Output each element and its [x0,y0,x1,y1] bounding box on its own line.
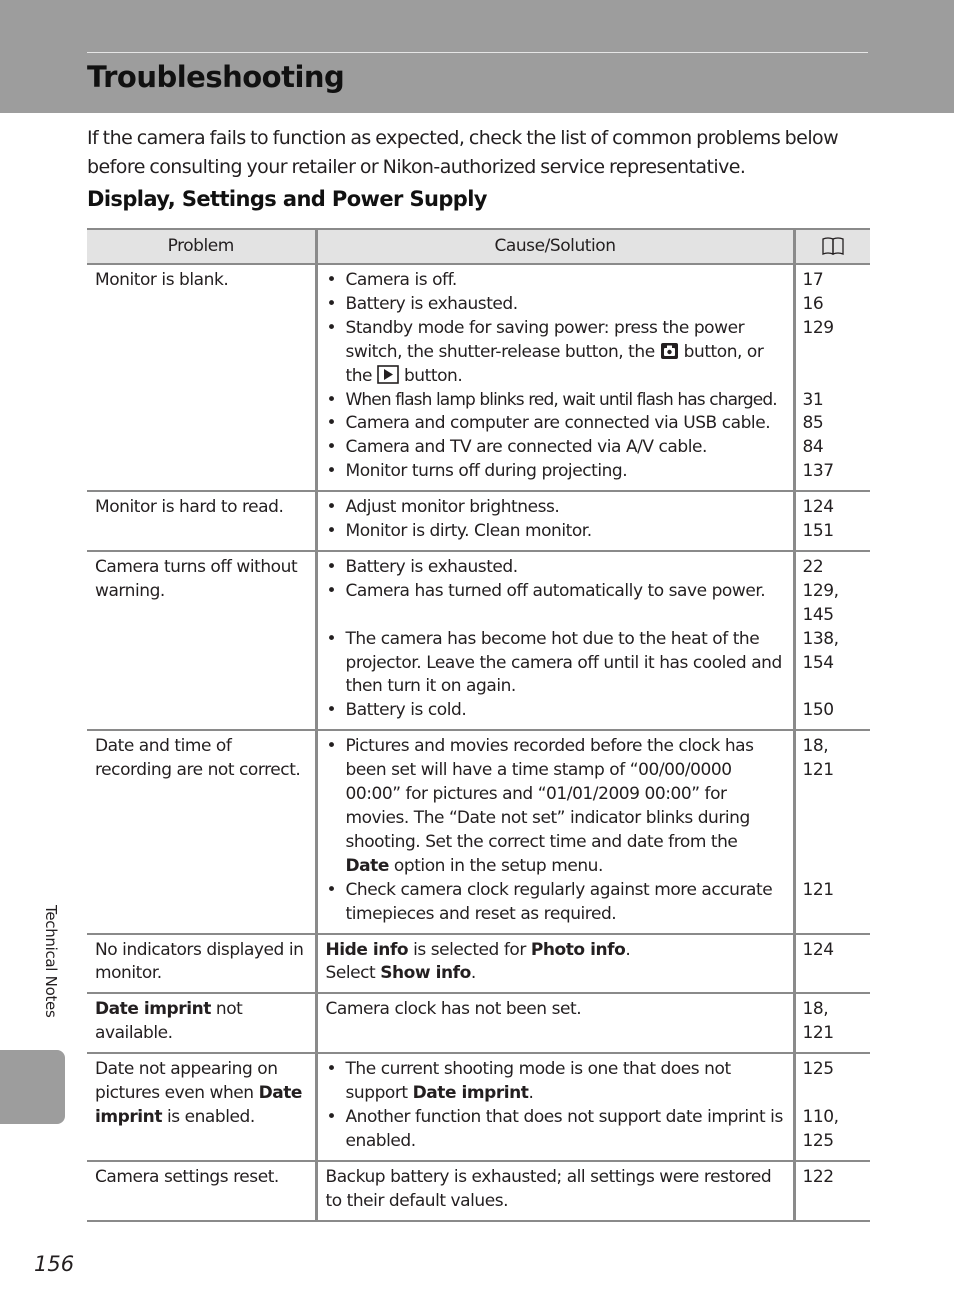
page-ref: 110, [802,1107,839,1127]
problem-bold-text: Date imprint [95,1083,303,1127]
page-ref: 151 [802,521,834,542]
page-ref: 125 [802,1059,834,1080]
cause-bold-text: Photo info [530,939,626,960]
page-ref: 145 [802,604,834,625]
cause-text: Standby mode for saving power: press the power switch, the shutter-release button, the [345,317,745,362]
cause-cell [316,730,794,933]
page-ref: 121 [802,879,834,900]
cause-bullet: • Adjust monitor brightness. [326,496,786,520]
cause-cell [316,934,794,994]
reference-cell [794,491,870,551]
cause-bold-text: Show info [380,963,471,984]
cause-text: The current shooting mode is one that does not support [345,1059,731,1104]
intro-paragraph: If the camera fails to function as expected, check the list of common problems below before consulting your retailer or Nikon-authorized service representative. [87,127,839,178]
troubleshooting-table [87,228,870,1222]
cause-text: button, or the [345,341,764,386]
table-row [87,551,870,730]
table-row [87,934,870,994]
reference-cell [794,934,870,994]
cause-cell [316,551,794,730]
page-ref: 18, [802,999,829,1020]
table-row [87,730,870,933]
header-reference [794,229,870,264]
cause-bullet: • Battery is exhausted. [326,293,786,317]
page-ref: 22 [802,556,824,577]
cause-text: is selected for [408,939,531,960]
cause-bullet [326,317,786,389]
page-ref: 122 [802,1166,834,1187]
problem-cell [87,1053,316,1161]
page-ref: 138, [802,628,839,649]
problem-cell: Camera turns off without warning. [87,551,316,730]
cause-text: . [528,1083,534,1104]
cause-bullet: • Monitor is dirty. Clean monitor. [326,520,786,544]
cause-bullet: • Camera is off. [326,269,786,293]
problem-cell [87,993,316,1053]
cause-cell: Backup battery is exhausted; all settings were restored to their default values. [316,1161,794,1221]
cause-bullet: • Battery is exhausted. [326,556,786,580]
page-ref-spacer [803,341,869,365]
page-ref: 129 [802,317,834,338]
cause-bullet: • The camera has become hot due to the heat of the projector. Leave the camera off until it has cooled and then turn it on again. [326,628,786,700]
book-reference-icon [820,236,846,256]
reference-cell [794,551,870,730]
playback-button-icon [377,365,399,384]
page-ref-spacer [803,783,869,807]
table-row [87,264,870,491]
page-ref-spacer [803,807,869,831]
table-row [87,1161,870,1221]
problem-cell: Camera settings reset. [87,1161,316,1221]
header-cause-solution: Cause/Solution [316,229,794,264]
page-ref-spacer [803,365,869,389]
cause-bold-text: Hide info [325,939,409,960]
cause-bullet: • Check camera clock regularly against more accurate timepieces and reset as required. [326,879,786,927]
page-ref: 150 [802,700,834,721]
page-ref: 16 [802,293,824,314]
page-ref: 154 [802,652,834,673]
table-row [87,491,870,551]
section-heading: Display, Settings and Power Supply [87,187,487,211]
reference-cell [794,730,870,933]
problem-cell: Monitor is blank. [87,264,316,491]
reference-cell [794,264,870,491]
cause-cell [316,1053,794,1161]
cause-bullet [326,735,786,878]
page-ref: 31 [802,389,824,410]
page-ref-spacer [803,676,869,700]
cause-bullet: • Camera has turned off automatically to save power. [326,580,786,604]
page-ref: 129, [802,580,839,601]
cause-text: option in the setup menu. [388,855,603,876]
section-side-tab [0,1050,65,1124]
cause-cell [316,491,794,551]
table-header-row [87,229,870,264]
cause-bold-text: Date [345,855,389,876]
page-ref: 124 [802,497,834,518]
problem-cell: Date and time of recording are not correct. [87,730,316,933]
cause-text: . [625,939,631,960]
problem-text: not available. [95,999,243,1044]
page-ref: 121 [802,1023,834,1044]
page-ref: 84 [802,437,824,458]
side-tab-label: Technical Notes [42,905,60,1018]
cause-bullet: • Camera and TV are connected via A/V cable. [326,436,786,460]
cause-text: button. [399,365,463,386]
problem-cell: No indicators displayed in monitor. [87,934,316,994]
table-row [87,1053,870,1161]
cause-bullet: • Battery is cold. [326,699,786,723]
page-ref: 85 [802,413,824,434]
header-problem: Problem [87,229,316,264]
cause-text: Pictures and movies recorded before the clock has been set will have a time stamp of “00/00/0000 00:00” for pictures and “01/01/2009 00:00” for movies. The “Date not set” indicator blinks during shooting. Set the correct time and date from the [345,736,754,852]
reference-cell [794,1053,870,1161]
cause-cell: Camera clock has not been set. [316,993,794,1053]
cause-bullet: • Another function that does not support date imprint is enabled. [326,1106,786,1154]
cause-bullet: • Monitor turns off during projecting. [326,460,786,484]
page-ref: 18, [802,736,829,757]
cause-bold-text: Date imprint [412,1083,529,1104]
problem-text: is enabled. [162,1107,255,1127]
page-title: Troubleshooting [87,60,345,94]
cause-cell [316,264,794,491]
page-ref-spacer [803,1082,869,1106]
cause-bullet: • When flash lamp blinks red, wait until flash has charged. [326,389,786,413]
reference-cell [794,1161,870,1221]
page-number: 156 [34,1252,75,1276]
page-ref: 137 [802,461,834,482]
problem-bold-text: Date imprint [95,999,211,1020]
page-ref-spacer [803,831,869,855]
page-ref: 124 [802,939,834,960]
page-ref: 125 [802,1130,834,1151]
cause-text: Select [325,963,381,984]
page-ref: 121 [802,760,834,781]
problem-text: Date not appearing on pictures even when [95,1059,278,1104]
cause-text: . [470,963,476,984]
page-ref: 17 [802,270,824,290]
cause-bullet: • Camera and computer are connected via USB cable. [326,412,786,436]
header-rule [87,52,868,53]
reference-cell [794,993,870,1053]
camera-shooting-mode-icon [660,342,679,360]
table-row [87,993,870,1053]
page-ref-spacer [803,855,869,879]
cause-bullet [326,1058,786,1106]
header-band [0,0,954,113]
problem-cell: Monitor is hard to read. [87,491,316,551]
